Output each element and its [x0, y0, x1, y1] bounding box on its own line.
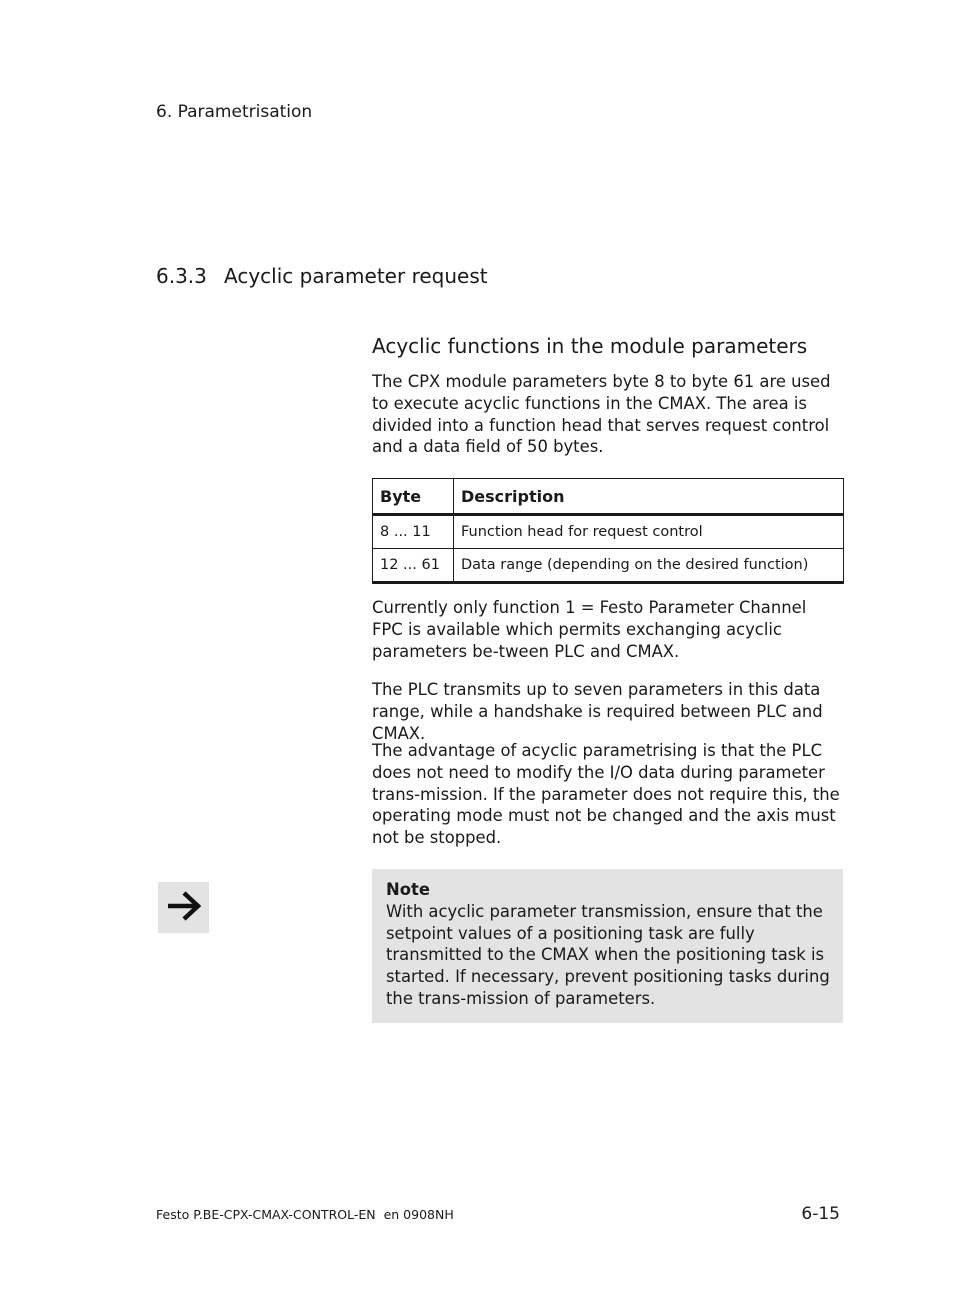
section-number: 6.3.3 — [156, 264, 207, 288]
table-cell-description: Function head for request control — [454, 515, 844, 549]
paragraph-function: Currently only function 1 = Festo Parameter Channel FPC is available which permits exchanging acyclic parameters be-tween PLC and CMAX. — [372, 598, 807, 661]
note-title: Note — [386, 880, 430, 899]
table-header-byte: Byte — [373, 479, 454, 515]
paragraph-advantage: The advantage of acyclic parametrising is that the PLC does not need to modify the I/O data during parameter trans-mission. If the parameter does not require this, the operating mode must not be changed and the axis must not be stopped. — [372, 741, 840, 848]
note-icon-box — [158, 882, 209, 933]
footer-doc: Festo P.BE-CPX-CMAX-CONTROL-EN — [156, 1207, 376, 1222]
table-header-description: Description — [454, 479, 844, 515]
note-text: With acyclic parameter transmission, ensure that the setpoint values of a positioning task are fully transmitted to the CMAX when the positioning task is started. If necessary, prevent positioning tasks during the trans-mission of parameters. — [386, 901, 830, 1008]
table-cell-byte: 12 ... 61 — [373, 549, 454, 583]
byte-table — [372, 478, 844, 584]
arrow-right-icon — [166, 890, 202, 926]
paragraph-plc: The PLC transmits up to seven parameters in this data range, while a handshake is required between PLC and CMAX. — [372, 680, 823, 743]
section-heading — [156, 264, 488, 288]
paragraph-intro: The CPX module parameters byte 8 to byte 61 are used to execute acyclic functions in the CMAX. The area is divided into a function head that serves request control and a data field of 50 bytes. — [372, 372, 831, 457]
section-title: Acyclic parameter request — [224, 264, 488, 288]
note-box — [372, 869, 843, 1023]
table-cell-byte: 8 ... 11 — [373, 515, 454, 549]
subheading: Acyclic functions in the module parameters — [372, 334, 808, 358]
table-header-row — [373, 479, 844, 515]
footer-lang: en 0908NH — [383, 1207, 454, 1222]
chapter-header: 6. Parametrisation — [156, 102, 313, 122]
footer-doc-id — [156, 1207, 454, 1222]
page-number: 6-15 — [801, 1204, 840, 1224]
table-cell-description: Data range (depending on the desired function) — [454, 549, 844, 583]
table-row — [373, 549, 844, 583]
table-row — [373, 515, 844, 549]
